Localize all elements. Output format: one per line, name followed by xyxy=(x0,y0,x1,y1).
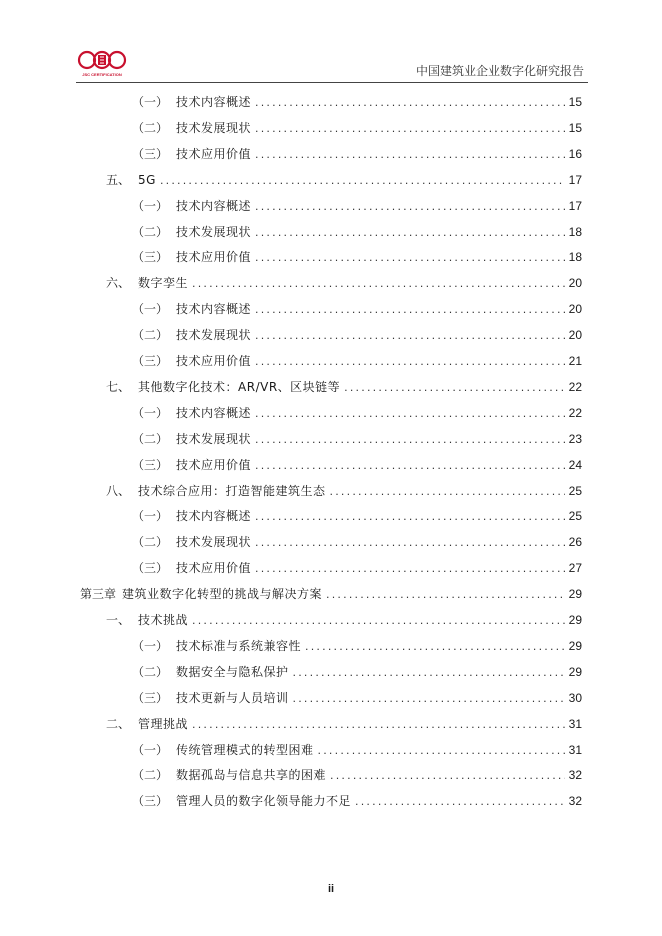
toc-leader-dots xyxy=(160,171,565,191)
toc-leader-dots xyxy=(255,119,565,139)
toc-entry-page: 24 xyxy=(568,457,582,472)
toc-entry[interactable] xyxy=(132,765,582,785)
toc-entry-number: 二、 xyxy=(106,716,131,731)
toc-entry-title: 传统管理模式的转型困难 xyxy=(176,742,314,757)
toc-entry-title: 技术发展现状 xyxy=(176,328,252,343)
toc-leader-dots xyxy=(344,378,564,398)
toc-entry-page: 32 xyxy=(568,794,582,809)
toc-leader-dots xyxy=(255,507,565,527)
toc-entry[interactable] xyxy=(132,740,582,760)
toc-entry-title: 技术内容概述 xyxy=(176,302,252,317)
toc-entry[interactable] xyxy=(132,455,582,475)
toc-entry[interactable] xyxy=(106,481,582,501)
toc-entry[interactable] xyxy=(132,325,582,345)
toc-entry[interactable] xyxy=(132,222,582,242)
toc-leader-dots xyxy=(293,689,565,709)
toc-entry-title: 技术综合应用：打造智能建筑生态 xyxy=(138,483,326,498)
toc-entry-page: 15 xyxy=(568,120,582,135)
toc-entry[interactable] xyxy=(132,506,582,526)
toc-entry[interactable] xyxy=(132,144,582,164)
toc-entry-page: 27 xyxy=(568,561,582,576)
toc-entry-title: 其他数字化技术：AR/VR、区块链等 xyxy=(138,379,341,394)
toc-entry-title: 技术应用价值 xyxy=(176,354,252,368)
toc-entry-page: 17 xyxy=(568,172,582,187)
toc-entry-title: 技术发展现状 xyxy=(176,431,252,446)
toc-leader-dots xyxy=(255,223,565,243)
toc-entry-title: 技术标准与系统兼容性 xyxy=(176,638,302,653)
toc-entry-number: （二） xyxy=(132,224,169,239)
toc-entry-page: 25 xyxy=(568,483,582,498)
toc-entry-title: 建筑业数字化转型的挑战与解决方案 xyxy=(122,587,323,602)
toc-entry-page: 26 xyxy=(568,535,582,550)
toc-entry-number: （一） xyxy=(132,302,169,317)
toc-entry[interactable] xyxy=(132,791,582,811)
toc-entry-number: （二） xyxy=(132,664,169,679)
toc-entry[interactable] xyxy=(106,273,582,293)
toc-entry-number: （三） xyxy=(132,457,169,472)
toc-leader-dots xyxy=(326,585,565,605)
toc-leader-dots xyxy=(255,430,565,450)
toc-leader-dots xyxy=(255,559,565,579)
toc-entry-page: 18 xyxy=(568,224,582,239)
toc-entry-number: 一、 xyxy=(106,613,131,627)
toc-leader-dots xyxy=(255,533,565,553)
toc-entry-title: 技术更新与人员培训 xyxy=(176,690,289,705)
toc-leader-dots xyxy=(318,741,565,761)
toc-entry-number: （三） xyxy=(132,250,169,265)
toc-leader-dots xyxy=(192,274,565,294)
toc-entry-page: 25 xyxy=(568,509,582,524)
toc-entry-page: 20 xyxy=(568,328,582,343)
page-number: ii xyxy=(327,883,335,895)
toc-leader-dots xyxy=(355,792,565,812)
toc-entry[interactable] xyxy=(132,351,582,371)
toc-entry-title: 数字孪生 xyxy=(138,276,189,291)
toc-entry-number: （一） xyxy=(132,742,169,757)
toc-entry-page: 18 xyxy=(568,250,582,265)
toc-leader-dots xyxy=(305,637,565,657)
svg-text:JSC CERTIFICATION: JSC CERTIFICATION xyxy=(82,72,122,77)
toc-entry-title: 技术发展现状 xyxy=(176,224,252,239)
toc-entry-page: 29 xyxy=(568,638,582,653)
toc-entry-page: 29 xyxy=(568,587,582,602)
header-title: 中国建筑业企业数字化研究报告 xyxy=(415,64,584,78)
toc-entry-number: 五、 xyxy=(106,172,131,187)
toc-entry[interactable] xyxy=(132,636,582,656)
toc-entry-title: 技术内容概述 xyxy=(176,198,252,213)
toc-entry[interactable] xyxy=(132,196,582,216)
toc-entry-page: 15 xyxy=(568,95,582,109)
toc-entry-page: 32 xyxy=(568,768,582,783)
toc-entry-title: 技术内容概述 xyxy=(176,509,252,524)
toc-entry[interactable] xyxy=(80,584,582,604)
toc-entry-title: 5G xyxy=(138,172,156,187)
header-divider xyxy=(76,82,588,83)
toc-leader-dots xyxy=(293,663,565,683)
toc-entry[interactable] xyxy=(106,377,582,397)
toc-entry-number: （三） xyxy=(132,354,169,368)
toc-entry-number: （一） xyxy=(132,509,169,524)
toc-leader-dots xyxy=(255,326,565,346)
toc-entry-number: 七、 xyxy=(106,379,131,394)
toc-entry-page: 31 xyxy=(568,716,582,731)
toc-entry-title: 技术应用价值 xyxy=(176,457,252,472)
toc-entry-page: 31 xyxy=(568,742,582,757)
toc-entry[interactable] xyxy=(106,714,582,734)
toc-entry-title: 技术应用价值 xyxy=(176,250,252,265)
toc-leader-dots xyxy=(255,145,565,165)
toc-entry-title: 技术发展现状 xyxy=(176,535,252,550)
toc-entry-number: （一） xyxy=(132,198,169,213)
toc-entry-number: （三） xyxy=(132,690,169,705)
toc-entry-number: （三） xyxy=(132,146,169,161)
toc-entry-page: 21 xyxy=(568,354,582,368)
toc-entry-page: 30 xyxy=(568,690,582,705)
toc-entry[interactable] xyxy=(132,247,582,267)
toc-leader-dots xyxy=(255,93,565,113)
toc-entry-number: 八、 xyxy=(106,483,131,498)
toc-entry[interactable] xyxy=(132,403,582,423)
toc-entry-title: 数据孤岛与信息共享的困难 xyxy=(176,768,327,783)
toc-entry[interactable] xyxy=(106,170,582,190)
toc-leader-dots xyxy=(192,611,565,631)
toc-entry-page: 29 xyxy=(568,664,582,679)
toc-entry-title: 技术应用价值 xyxy=(176,561,252,576)
toc-entry-number: （二） xyxy=(132,328,169,343)
toc-entry-page: 16 xyxy=(568,146,582,161)
toc-entry-title: 技术内容概述 xyxy=(176,405,252,420)
toc-leader-dots xyxy=(330,482,565,502)
toc-entry-page: 22 xyxy=(568,379,582,394)
toc-entry[interactable] xyxy=(132,558,582,578)
toc-entry-page: 17 xyxy=(568,198,582,213)
toc-leader-dots xyxy=(255,404,565,424)
toc-entry-title: 管理挑战 xyxy=(138,716,189,731)
toc-entry-title: 技术内容概述 xyxy=(176,95,252,109)
toc-entry-page: 23 xyxy=(568,431,582,446)
toc-leader-dots xyxy=(255,300,565,320)
toc-leader-dots xyxy=(330,766,565,786)
toc-entry-number: （三） xyxy=(132,561,169,576)
toc-leader-dots xyxy=(192,715,565,735)
toc-entry[interactable] xyxy=(132,92,582,112)
toc-entry-title: 技术发展现状 xyxy=(176,120,252,135)
toc-entry-number: （二） xyxy=(132,431,169,446)
toc-entry-number: （二） xyxy=(132,535,169,550)
toc-entry-number: （一） xyxy=(132,638,169,653)
toc-entry-number: 第三章 xyxy=(80,587,117,602)
toc-entry[interactable] xyxy=(132,662,582,682)
toc-entry-number: （一） xyxy=(132,405,169,420)
toc-entry[interactable] xyxy=(106,610,582,630)
toc-entry-title: 技术应用价值 xyxy=(176,146,252,161)
toc-leader-dots xyxy=(255,352,565,372)
toc-entry-number: 六、 xyxy=(106,276,131,291)
toc-entry-title: 技术挑战 xyxy=(138,613,189,627)
toc-entry-page: 20 xyxy=(568,276,582,291)
toc-entry-title: 管理人员的数字化领导能力不足 xyxy=(176,794,352,809)
toc-leader-dots xyxy=(255,456,565,476)
toc-leader-dots xyxy=(255,248,565,268)
toc-entry-number: （三） xyxy=(132,794,169,809)
toc-entry-page: 22 xyxy=(568,405,582,420)
toc-entry[interactable] xyxy=(132,429,582,449)
toc-entry-number: （二） xyxy=(132,768,169,783)
toc-entry[interactable] xyxy=(132,118,582,138)
toc-entry-number: （一） xyxy=(132,95,169,109)
toc-entry-page: 20 xyxy=(568,302,582,317)
page-header xyxy=(76,50,588,82)
toc-leader-dots xyxy=(255,197,565,217)
toc-entry-page: 29 xyxy=(568,613,582,627)
toc-entry[interactable] xyxy=(132,299,582,319)
toc-entry-title: 数据安全与隐私保护 xyxy=(176,664,289,679)
toc-entry-number: （二） xyxy=(132,120,169,135)
toc-entry[interactable] xyxy=(132,532,582,552)
toc-entry[interactable] xyxy=(132,688,582,708)
company-logo xyxy=(76,50,128,78)
